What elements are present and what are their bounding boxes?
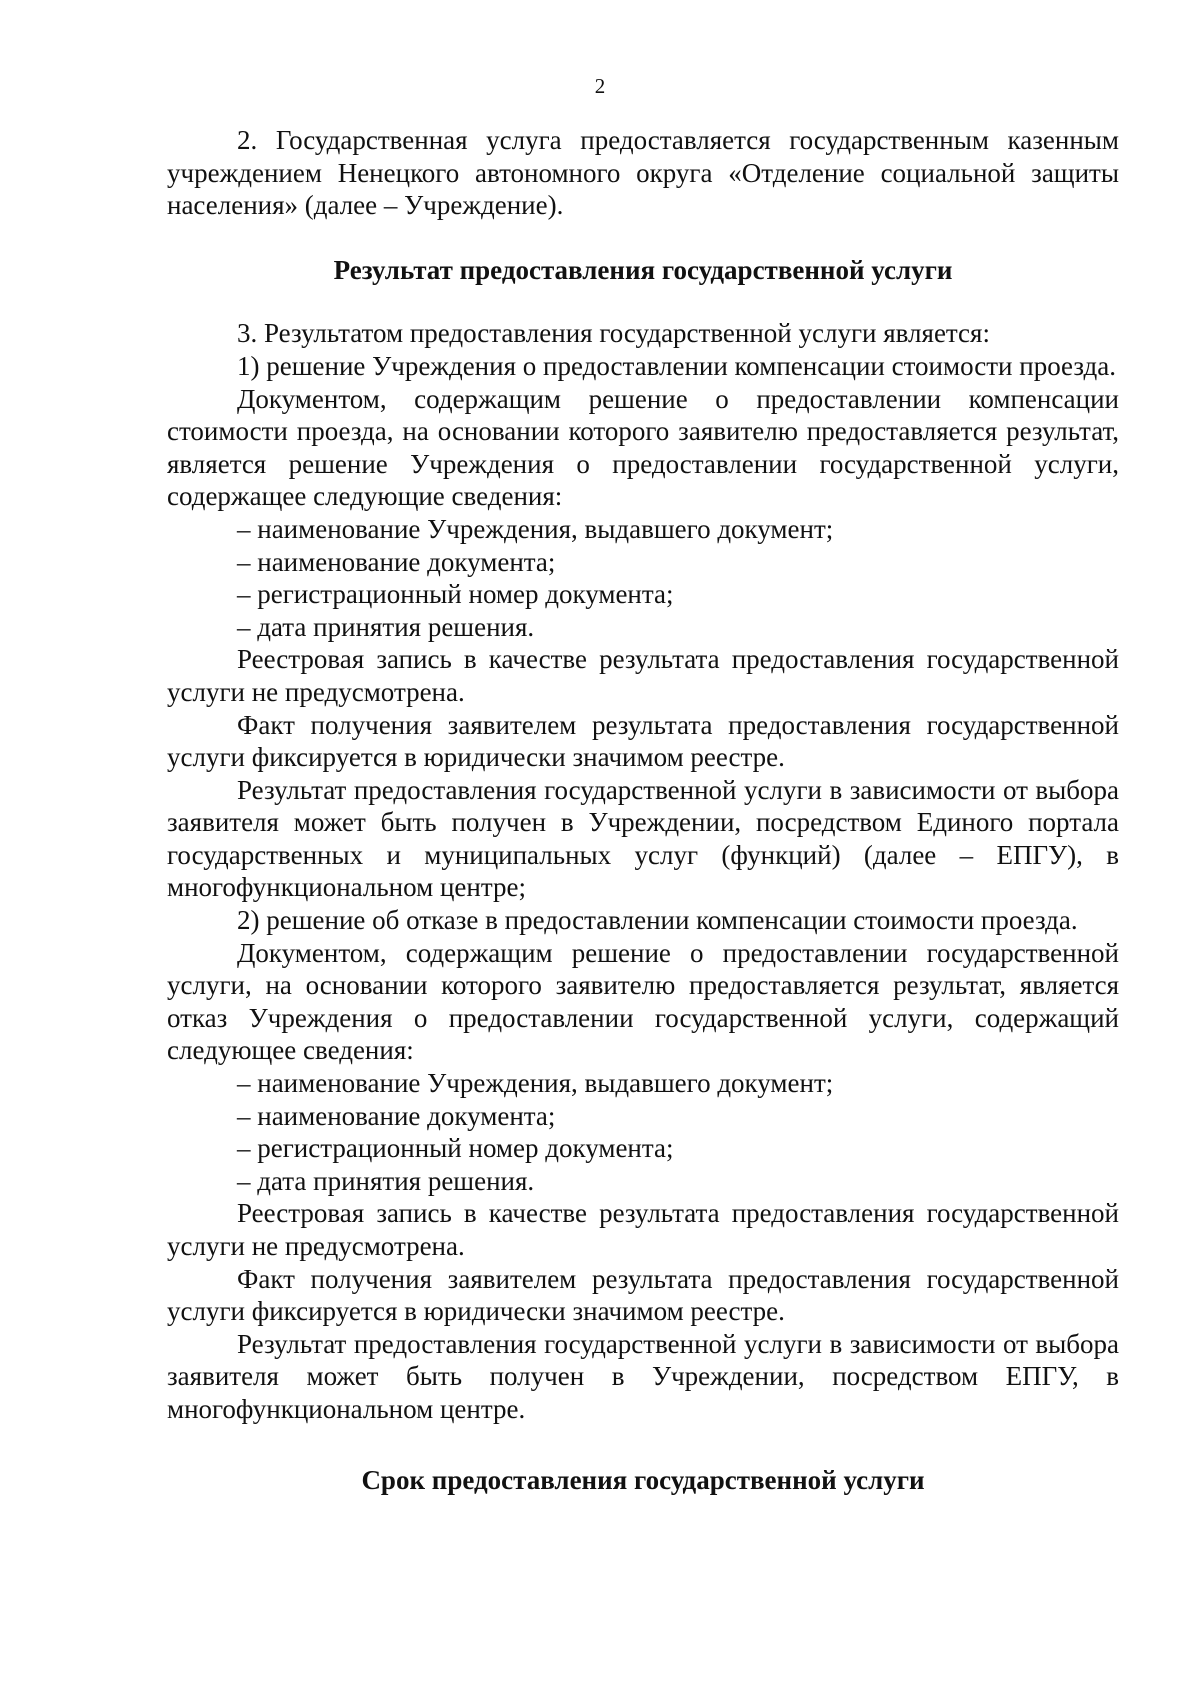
paragraph-2: 2. Государственная услуга предоставляется государственным казенным учреждением Ненецкого автономного округа «Отделение социальной защиты населения» (далее – Учреждение). [167, 125, 1119, 221]
item-2-fact: Факт получения заявителем результата предоставления государственной услуги фиксируется в юридически значимом реестре. [167, 1263, 1119, 1327]
item-1-fact: Факт получения заявителем результата предоставления государственной услуги фиксируется в юридически значимом реестре. [167, 709, 1119, 773]
heading-result: Результат предоставления государственной услуги [333, 254, 953, 285]
list-item: – наименование документа; [237, 1100, 556, 1131]
page-number: 2 [594, 74, 606, 98]
item-1-document: Документом, содержащим решение о предоставлении компенсации стоимости проезда, на основании которого заявителю предоставляется результат, является решение Учреждения о предоставлении государственной услуги, содержащее следующие сведения: [167, 383, 1119, 512]
list-item: – наименование Учреждения, выдавшего документ; [237, 1068, 834, 1099]
list-item: – регистрационный номер документа; [237, 579, 674, 610]
item-2-registry: Реестровая запись в качестве результата предоставления государственной услуги не предусмотрена. [167, 1198, 1119, 1261]
item-1-registry: Реестровая запись в качестве результата предоставления государственной услуги не предусмотрена. [167, 644, 1119, 707]
item-1-result: Результат предоставления государственной услуги в зависимости от выбора заявителя может быть получен в Учреждении, посредством Единого портала государственных и муниципальных услуг (функций) (далее – ЕПГУ), в многофункциональном центре; [167, 774, 1119, 903]
item-2-document: Документом, содержащим решение о предоставлении государственной услуги, на основании которого заявителю предоставляется результат, является отказ Учреждения о предоставлении государственной услуги, содержащий следующее сведения: [167, 937, 1119, 1066]
heading-term: Срок предоставления государственной услуги [361, 1464, 925, 1495]
section-3-intro: 3. Результатом предоставления государственной услуги является: [237, 318, 990, 349]
list-item: – регистрационный номер документа; [237, 1133, 674, 1164]
list-item: – наименование документа; [237, 546, 556, 577]
item-2-result: Результат предоставления государственной услуги в зависимости от выбора заявителя может быть получен в Учреждении, посредством ЕПГУ, в многофункциональном центре. [167, 1328, 1119, 1424]
list-item: – наименование Учреждения, выдавшего документ; [237, 513, 834, 544]
section-3-item-1: 1) решение Учреждения о предоставлении компенсации стоимости проезда. [237, 350, 1116, 381]
document-body [167, 124, 1119, 1496]
section-3-item-2: 2) решение об отказе в предоставлении компенсации стоимости проезда. [237, 905, 1078, 936]
list-item: – дата принятия решения. [237, 611, 535, 642]
list-item: – дата принятия решения. [237, 1165, 535, 1196]
